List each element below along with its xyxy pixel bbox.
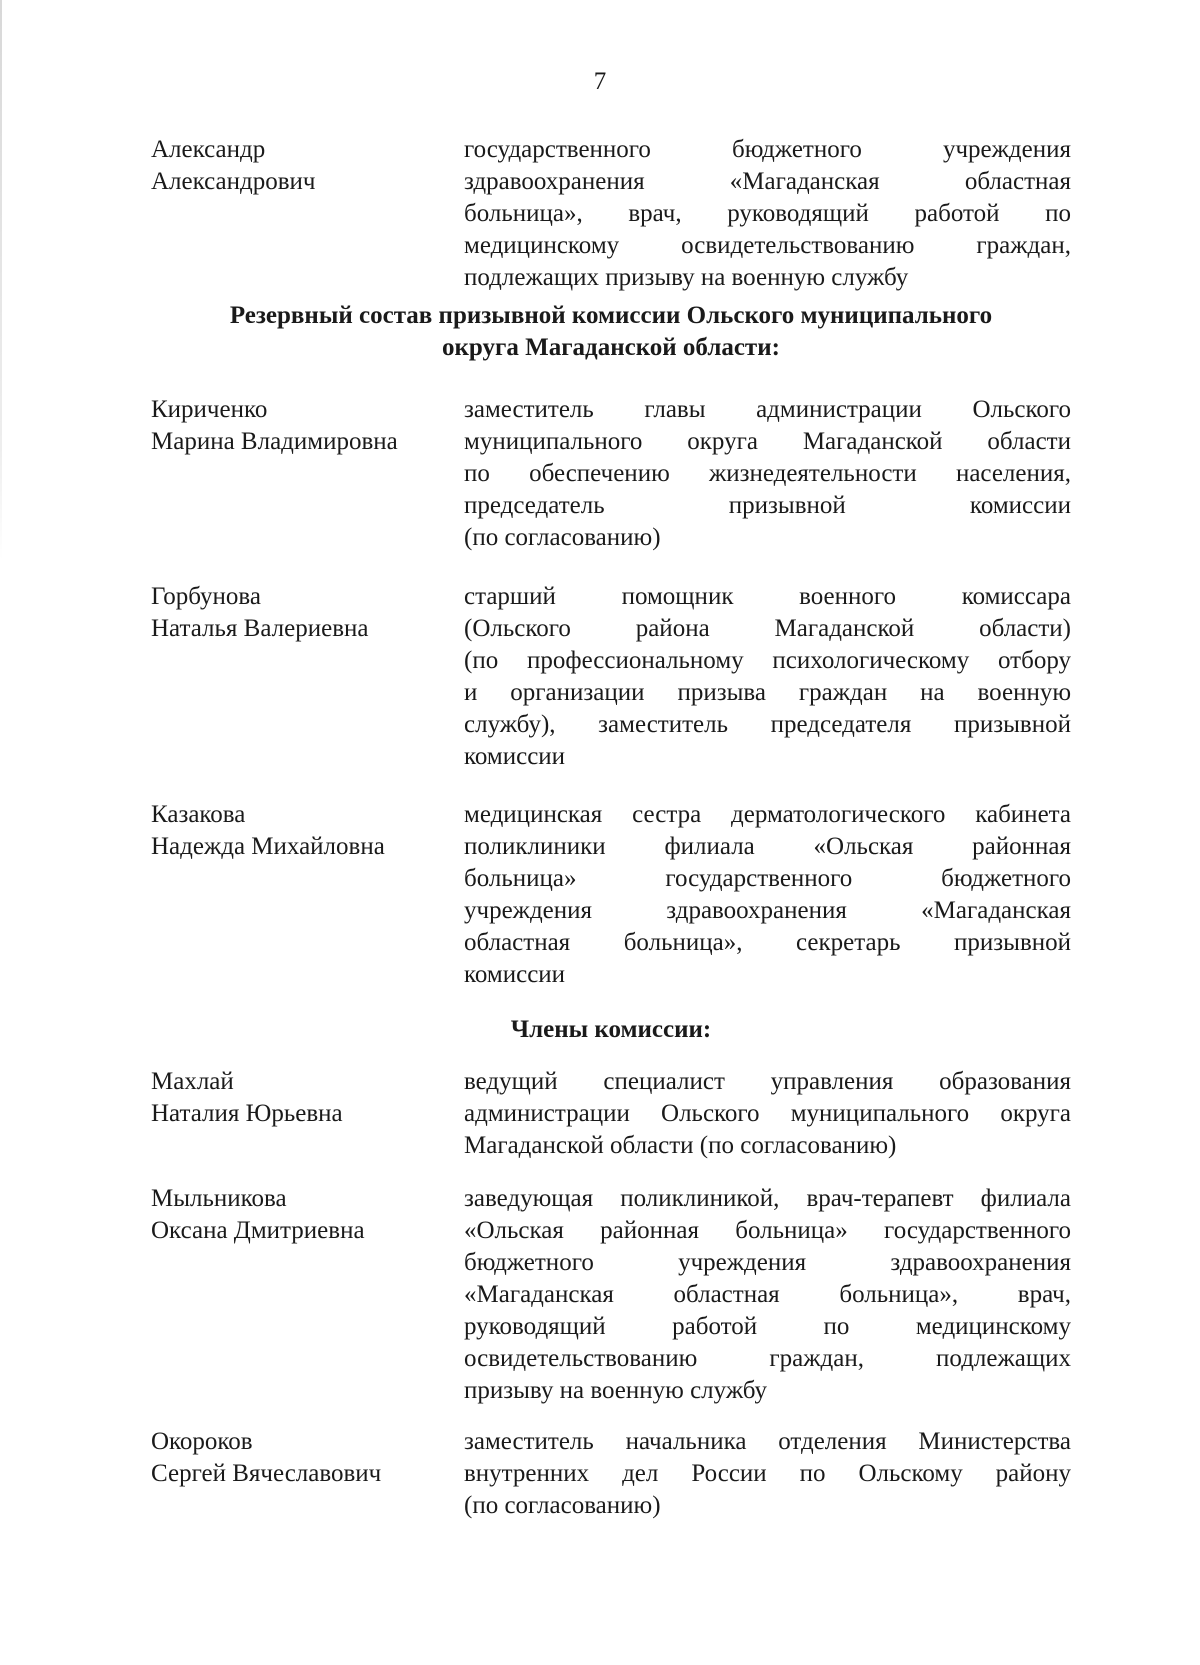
role-line: больница», врач, руководящий работой по [464,200,1071,227]
name-line: Оксана Дмитриевна [151,1217,365,1244]
role-line: комиссии [464,743,566,770]
role-line: по обеспечению жизнедеятельности населения, [464,460,1071,487]
person-name [151,799,441,863]
role-line: государственного бюджетного учреждения [464,136,1071,163]
role-line: областная больница», секретарь призывной [464,929,1071,956]
role-line: (по профессиональному психологическому отбору [464,647,1071,674]
person-name [151,134,441,198]
name-line: Горбунова [151,583,261,610]
role-line: и организации призыва граждан на военную [464,679,1071,706]
person-name [151,581,441,645]
role-line: внутренних дел России по Ольскому району [464,1460,1071,1487]
person-role [464,394,1071,554]
role-line: ведущий специалист управления образования [464,1068,1071,1095]
name-line: Александрович [151,168,316,195]
role-line: (по согласованию) [464,1492,661,1519]
person-role [464,1066,1071,1162]
person-role [464,1183,1071,1407]
name-line: Марина Владимировна [151,428,398,455]
role-line: (по согласованию) [464,524,661,551]
role-line: подлежащих призыву на военную службу [464,264,909,291]
role-line: медицинскому освидетельствованию граждан, [464,232,1071,259]
name-line: Кириченко [151,396,268,423]
role-line: медицинская сестра дерматологического кабинета [464,801,1071,828]
name-line: Казакова [151,801,246,828]
name-line: Сергей Вячеславович [151,1460,382,1487]
person-name [151,1183,441,1247]
name-line: Наталия Юрьевна [151,1100,343,1127]
role-line: заведующая поликлиникой, врач-терапевт филиала [464,1185,1071,1212]
role-line: комиссии [464,961,566,988]
role-line: призыву на военную службу [464,1377,768,1404]
role-line: заместитель начальника отделения Министерства [464,1428,1071,1455]
person-role [464,799,1071,991]
role-line: бюджетного учреждения здравоохранения [464,1249,1071,1276]
person-role [464,581,1071,773]
heading-line: Члены комиссии: [510,1016,712,1043]
members-heading [151,1014,1071,1046]
role-line: больница» государственного бюджетного [464,865,1071,892]
role-line: (Ольского района Магаданской области) [464,615,1071,642]
role-line: службу), заместитель председателя призывной [464,711,1071,738]
role-line: Магаданской области (по согласованию) [464,1132,897,1159]
name-line: Надежда Михайловна [151,833,385,860]
role-line: «Магаданская областная больница», врач, [464,1281,1071,1308]
role-line: здравоохранения «Магаданская областная [464,168,1071,195]
page-number: 7 [593,68,607,95]
name-line: Окороков [151,1428,253,1455]
heading-line: округа Магаданской области: [442,334,780,361]
name-line: Наталья Валериевна [151,615,369,642]
role-line: поликлиники филиала «Ольская районная [464,833,1071,860]
heading-line: Резервный состав призывной комиссии Ольского муниципального [229,302,993,329]
person-name [151,1426,441,1490]
person-name [151,394,441,458]
name-line: Мыльникова [151,1185,287,1212]
role-line: администрации Ольского муниципального округа [464,1100,1071,1127]
role-line: учреждения здравоохранения «Магаданская [464,897,1071,924]
person-role [464,134,1071,294]
role-line: муниципального округа Магаданской области [464,428,1071,455]
role-line: заместитель главы администрации Ольского [464,396,1071,423]
name-line: Махлай [151,1068,234,1095]
name-line: Александр [151,136,266,163]
role-line: «Ольская районная больница» государственного [464,1217,1071,1244]
role-line: освидетельствованию граждан, подлежащих [464,1345,1071,1372]
role-line: руководящий работой по медицинскому [464,1313,1071,1340]
role-line: старший помощник военного комиссара [464,583,1071,610]
person-name [151,1066,441,1130]
person-role [464,1426,1071,1522]
reserve-heading [151,300,1071,364]
role-line: председатель призывной комиссии [464,492,1071,519]
